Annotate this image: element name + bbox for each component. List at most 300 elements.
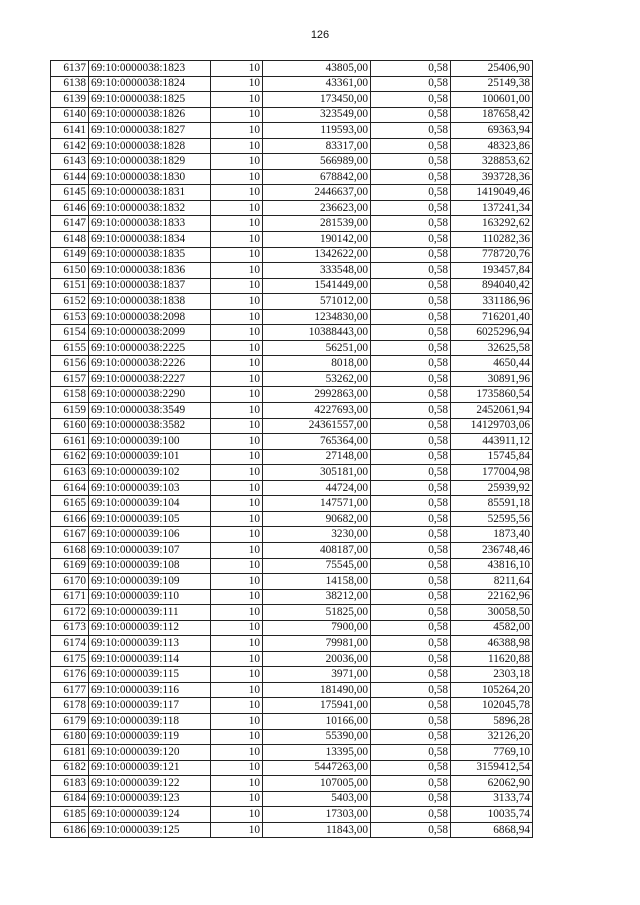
rate-cell: 0,58 — [371, 138, 451, 154]
tax-amount-cell: 105264,20 — [451, 682, 533, 698]
row-index-cell: 6149 — [51, 247, 89, 263]
cadastral-value-cell: 38212,00 — [263, 589, 371, 605]
table-row — [51, 107, 533, 123]
table-row — [51, 791, 533, 807]
cadastral-number-cell: 69:10:0000039:122 — [89, 776, 211, 792]
row-index-cell: 6171 — [51, 589, 89, 605]
tax-amount-cell: 187658,42 — [451, 107, 533, 123]
category-cell: 10 — [211, 340, 263, 356]
cadastral-value-cell: 8018,00 — [263, 356, 371, 372]
cadastral-number-cell: 69:10:0000039:124 — [89, 807, 211, 823]
table-row — [51, 511, 533, 527]
table-row — [51, 713, 533, 729]
cadastral-number-cell: 69:10:0000038:1835 — [89, 247, 211, 263]
rate-cell: 0,58 — [371, 605, 451, 621]
rate-cell: 0,58 — [371, 294, 451, 310]
cadastral-number-cell: 69:10:0000039:123 — [89, 791, 211, 807]
rate-cell: 0,58 — [371, 263, 451, 279]
cadastral-number-cell: 69:10:0000038:1825 — [89, 92, 211, 108]
tax-amount-cell: 4582,00 — [451, 620, 533, 636]
cadastral-value-cell: 17303,00 — [263, 807, 371, 823]
rate-cell: 0,58 — [371, 496, 451, 512]
row-index-cell: 6151 — [51, 278, 89, 294]
row-index-cell: 6179 — [51, 713, 89, 729]
cadastral-value-cell: 14158,00 — [263, 574, 371, 590]
table-row — [51, 356, 533, 372]
tax-amount-cell: 236748,46 — [451, 542, 533, 558]
row-index-cell: 6167 — [51, 527, 89, 543]
cadastral-value-cell: 1541449,00 — [263, 278, 371, 294]
row-index-cell: 6174 — [51, 636, 89, 652]
row-index-cell: 6164 — [51, 480, 89, 496]
cadastral-number-cell: 69:10:0000038:2098 — [89, 309, 211, 325]
cadastral-value-cell: 566989,00 — [263, 154, 371, 170]
rate-cell: 0,58 — [371, 511, 451, 527]
cadastral-number-cell: 69:10:0000038:1834 — [89, 232, 211, 248]
cadastral-number-cell: 69:10:0000038:2099 — [89, 325, 211, 341]
tax-amount-cell: 778720,76 — [451, 247, 533, 263]
table-row — [51, 418, 533, 434]
table-row — [51, 403, 533, 419]
cadastral-value-cell: 24361557,00 — [263, 418, 371, 434]
table-row — [51, 154, 533, 170]
cadastral-value-cell: 56251,00 — [263, 340, 371, 356]
cadastral-number-cell: 69:10:0000038:2227 — [89, 371, 211, 387]
tax-amount-cell: 10035,74 — [451, 807, 533, 823]
category-cell: 10 — [211, 61, 263, 77]
page-number: 126 — [310, 29, 330, 41]
table-row — [51, 309, 533, 325]
tax-amount-cell: 137241,34 — [451, 200, 533, 216]
table-row — [51, 776, 533, 792]
cadastral-number-cell: 69:10:0000039:111 — [89, 605, 211, 621]
table-row — [51, 480, 533, 496]
row-index-cell: 6165 — [51, 496, 89, 512]
cadastral-number-cell: 69:10:0000039:117 — [89, 698, 211, 714]
category-cell: 10 — [211, 667, 263, 683]
rate-cell: 0,58 — [371, 682, 451, 698]
cadastral-value-cell: 55390,00 — [263, 729, 371, 745]
category-cell: 10 — [211, 356, 263, 372]
category-cell: 10 — [211, 418, 263, 434]
tax-amount-cell: 62062,90 — [451, 776, 533, 792]
category-cell: 10 — [211, 107, 263, 123]
cadastral-number-cell: 69:10:0000039:112 — [89, 620, 211, 636]
category-cell: 10 — [211, 745, 263, 761]
rate-cell: 0,58 — [371, 667, 451, 683]
rate-cell: 0,58 — [371, 387, 451, 403]
cadastral-number-cell: 69:10:0000039:116 — [89, 682, 211, 698]
cadastral-number-cell: 69:10:0000039:125 — [89, 822, 211, 838]
rate-cell: 0,58 — [371, 527, 451, 543]
cadastral-value-cell: 323549,00 — [263, 107, 371, 123]
category-cell: 10 — [211, 169, 263, 185]
row-index-cell: 6184 — [51, 791, 89, 807]
row-index-cell: 6138 — [51, 76, 89, 92]
tax-amount-cell: 22162,96 — [451, 589, 533, 605]
tax-amount-cell: 3159412,54 — [451, 760, 533, 776]
rate-cell: 0,58 — [371, 636, 451, 652]
cadastral-number-cell: 69:10:0000038:1824 — [89, 76, 211, 92]
table-row — [51, 589, 533, 605]
row-index-cell: 6161 — [51, 434, 89, 450]
rate-cell: 0,58 — [371, 278, 451, 294]
row-index-cell: 6148 — [51, 232, 89, 248]
cadastral-value-cell: 43361,00 — [263, 76, 371, 92]
cadastral-value-cell: 678842,00 — [263, 169, 371, 185]
cadastral-number-cell: 69:10:0000039:101 — [89, 449, 211, 465]
table-row — [51, 822, 533, 838]
category-cell: 10 — [211, 807, 263, 823]
cadastral-number-cell: 69:10:0000038:1833 — [89, 216, 211, 232]
table-row — [51, 200, 533, 216]
row-index-cell: 6176 — [51, 667, 89, 683]
cadastral-number-cell: 69:10:0000039:108 — [89, 558, 211, 574]
rate-cell: 0,58 — [371, 449, 451, 465]
category-cell: 10 — [211, 574, 263, 590]
cadastral-value-cell: 3230,00 — [263, 527, 371, 543]
table-row — [51, 558, 533, 574]
cadastral-number-cell: 69:10:0000039:118 — [89, 713, 211, 729]
cadastral-value-cell: 13395,00 — [263, 745, 371, 761]
rate-cell: 0,58 — [371, 123, 451, 139]
category-cell: 10 — [211, 760, 263, 776]
table-row — [51, 123, 533, 139]
category-cell: 10 — [211, 232, 263, 248]
table-row — [51, 294, 533, 310]
row-index-cell: 6163 — [51, 465, 89, 481]
table-row — [51, 185, 533, 201]
cadastral-value-cell: 5403,00 — [263, 791, 371, 807]
table-row — [51, 138, 533, 154]
row-index-cell: 6185 — [51, 807, 89, 823]
category-cell: 10 — [211, 620, 263, 636]
cadastral-value-cell: 190142,00 — [263, 232, 371, 248]
cadastral-value-cell: 79981,00 — [263, 636, 371, 652]
category-cell: 10 — [211, 309, 263, 325]
table-row — [51, 247, 533, 263]
tax-amount-cell: 894040,42 — [451, 278, 533, 294]
category-cell: 10 — [211, 76, 263, 92]
tax-amount-cell: 100601,00 — [451, 92, 533, 108]
cadastral-value-cell: 10166,00 — [263, 713, 371, 729]
category-cell: 10 — [211, 558, 263, 574]
rate-cell: 0,58 — [371, 371, 451, 387]
row-index-cell: 6159 — [51, 403, 89, 419]
tax-amount-cell: 2303,18 — [451, 667, 533, 683]
category-cell: 10 — [211, 154, 263, 170]
category-cell: 10 — [211, 403, 263, 419]
cadastral-number-cell: 69:10:0000038:1832 — [89, 200, 211, 216]
category-cell: 10 — [211, 589, 263, 605]
cadastral-number-cell: 69:10:0000038:1837 — [89, 278, 211, 294]
rate-cell: 0,58 — [371, 356, 451, 372]
rate-cell: 0,58 — [371, 216, 451, 232]
row-index-cell: 6139 — [51, 92, 89, 108]
row-index-cell: 6150 — [51, 263, 89, 279]
rate-cell: 0,58 — [371, 480, 451, 496]
cadastral-value-cell: 7900,00 — [263, 620, 371, 636]
category-cell: 10 — [211, 651, 263, 667]
category-cell: 10 — [211, 682, 263, 698]
category-cell: 10 — [211, 449, 263, 465]
table-row — [51, 325, 533, 341]
tax-amount-cell: 716201,40 — [451, 309, 533, 325]
category-cell: 10 — [211, 713, 263, 729]
cadastral-value-cell: 75545,00 — [263, 558, 371, 574]
row-index-cell: 6153 — [51, 309, 89, 325]
rate-cell: 0,58 — [371, 200, 451, 216]
tax-amount-cell: 5896,28 — [451, 713, 533, 729]
table-row — [51, 216, 533, 232]
table-row — [51, 651, 533, 667]
table-row — [51, 496, 533, 512]
cadastral-number-cell: 69:10:0000038:3582 — [89, 418, 211, 434]
category-cell: 10 — [211, 294, 263, 310]
row-index-cell: 6142 — [51, 138, 89, 154]
cadastral-number-cell: 69:10:0000038:3549 — [89, 403, 211, 419]
table-row — [51, 465, 533, 481]
row-index-cell: 6173 — [51, 620, 89, 636]
cadastral-value-cell: 3971,00 — [263, 667, 371, 683]
cadastral-value-cell: 83317,00 — [263, 138, 371, 154]
row-index-cell: 6181 — [51, 745, 89, 761]
row-index-cell: 6157 — [51, 371, 89, 387]
category-cell: 10 — [211, 636, 263, 652]
cadastral-number-cell: 69:10:0000038:2225 — [89, 340, 211, 356]
cadastral-number-cell: 69:10:0000039:102 — [89, 465, 211, 481]
category-cell: 10 — [211, 511, 263, 527]
rate-cell: 0,58 — [371, 107, 451, 123]
cadastral-value-cell: 119593,00 — [263, 123, 371, 139]
cadastral-number-cell: 69:10:0000038:1826 — [89, 107, 211, 123]
row-index-cell: 6177 — [51, 682, 89, 698]
table-row — [51, 620, 533, 636]
category-cell: 10 — [211, 185, 263, 201]
table-row — [51, 542, 533, 558]
rate-cell: 0,58 — [371, 713, 451, 729]
cadastral-number-cell: 69:10:0000039:119 — [89, 729, 211, 745]
tax-amount-cell: 6025296,94 — [451, 325, 533, 341]
row-index-cell: 6180 — [51, 729, 89, 745]
row-index-cell: 6137 — [51, 61, 89, 77]
table-row — [51, 698, 533, 714]
tax-amount-cell: 43816,10 — [451, 558, 533, 574]
cadastral-number-cell: 69:10:0000039:100 — [89, 434, 211, 450]
rate-cell: 0,58 — [371, 434, 451, 450]
category-cell: 10 — [211, 263, 263, 279]
cadastral-number-cell: 69:10:0000038:1836 — [89, 263, 211, 279]
cadastral-value-cell: 11843,00 — [263, 822, 371, 838]
rate-cell: 0,58 — [371, 61, 451, 77]
table-row — [51, 263, 533, 279]
tax-amount-cell: 11620,88 — [451, 651, 533, 667]
category-cell: 10 — [211, 325, 263, 341]
tax-amount-cell: 393728,36 — [451, 169, 533, 185]
tax-amount-cell: 30058,50 — [451, 605, 533, 621]
row-index-cell: 6140 — [51, 107, 89, 123]
row-index-cell: 6182 — [51, 760, 89, 776]
rate-cell: 0,58 — [371, 185, 451, 201]
table-row — [51, 232, 533, 248]
rate-cell: 0,58 — [371, 418, 451, 434]
table-row — [51, 667, 533, 683]
row-index-cell: 6166 — [51, 511, 89, 527]
category-cell: 10 — [211, 434, 263, 450]
rate-cell: 0,58 — [371, 92, 451, 108]
category-cell: 10 — [211, 200, 263, 216]
rate-cell: 0,58 — [371, 309, 451, 325]
category-cell: 10 — [211, 480, 263, 496]
tax-amount-cell: 69363,94 — [451, 123, 533, 139]
category-cell: 10 — [211, 465, 263, 481]
tax-amount-cell: 32625,58 — [451, 340, 533, 356]
row-index-cell: 6158 — [51, 387, 89, 403]
row-index-cell: 6144 — [51, 169, 89, 185]
cadastral-number-cell: 69:10:0000038:2226 — [89, 356, 211, 372]
tax-amount-cell: 6868,94 — [451, 822, 533, 838]
tax-amount-cell: 102045,78 — [451, 698, 533, 714]
cadastral-value-cell: 53262,00 — [263, 371, 371, 387]
tax-amount-cell: 4650,44 — [451, 356, 533, 372]
rate-cell: 0,58 — [371, 542, 451, 558]
category-cell: 10 — [211, 698, 263, 714]
category-cell: 10 — [211, 542, 263, 558]
table-row — [51, 807, 533, 823]
tax-amount-cell: 52595,56 — [451, 511, 533, 527]
row-index-cell: 6175 — [51, 651, 89, 667]
cadastral-value-cell: 90682,00 — [263, 511, 371, 527]
cadastral-value-cell: 4227693,00 — [263, 403, 371, 419]
rate-cell: 0,58 — [371, 558, 451, 574]
category-cell: 10 — [211, 216, 263, 232]
table-row — [51, 527, 533, 543]
row-index-cell: 6170 — [51, 574, 89, 590]
tax-amount-cell: 1735860,54 — [451, 387, 533, 403]
table-row — [51, 605, 533, 621]
cadastral-number-cell: 69:10:0000038:1829 — [89, 154, 211, 170]
rate-cell: 0,58 — [371, 340, 451, 356]
cadastral-value-cell: 44724,00 — [263, 480, 371, 496]
cadastral-number-cell: 69:10:0000039:104 — [89, 496, 211, 512]
category-cell: 10 — [211, 247, 263, 263]
cadastral-number-cell: 69:10:0000039:121 — [89, 760, 211, 776]
tax-amount-cell: 14129703,06 — [451, 418, 533, 434]
tax-amount-cell: 15745,84 — [451, 449, 533, 465]
row-index-cell: 6156 — [51, 356, 89, 372]
tax-amount-cell: 85591,18 — [451, 496, 533, 512]
cadastral-value-cell: 10388443,00 — [263, 325, 371, 341]
table-row — [51, 745, 533, 761]
cadastral-value-cell: 51825,00 — [263, 605, 371, 621]
cadastral-value-cell: 175941,00 — [263, 698, 371, 714]
cadastral-number-cell: 69:10:0000038:1827 — [89, 123, 211, 139]
table-row — [51, 682, 533, 698]
tax-amount-cell: 30891,96 — [451, 371, 533, 387]
tax-amount-cell: 32126,20 — [451, 729, 533, 745]
cadastral-value-cell: 571012,00 — [263, 294, 371, 310]
tax-amount-cell: 1873,40 — [451, 527, 533, 543]
cadastral-number-cell: 69:10:0000038:1838 — [89, 294, 211, 310]
category-cell: 10 — [211, 123, 263, 139]
rate-cell: 0,58 — [371, 791, 451, 807]
table-row — [51, 340, 533, 356]
category-cell: 10 — [211, 496, 263, 512]
table-row — [51, 729, 533, 745]
table-row — [51, 636, 533, 652]
cadastral-number-cell: 69:10:0000039:106 — [89, 527, 211, 543]
table-row — [51, 387, 533, 403]
row-index-cell: 6145 — [51, 185, 89, 201]
rate-cell: 0,58 — [371, 232, 451, 248]
tax-amount-cell: 3133,74 — [451, 791, 533, 807]
category-cell: 10 — [211, 729, 263, 745]
row-index-cell: 6172 — [51, 605, 89, 621]
row-index-cell: 6183 — [51, 776, 89, 792]
rate-cell: 0,58 — [371, 745, 451, 761]
category-cell: 10 — [211, 371, 263, 387]
cadastral-value-cell: 2992863,00 — [263, 387, 371, 403]
cadastral-value-cell: 43805,00 — [263, 61, 371, 77]
rate-cell: 0,58 — [371, 574, 451, 590]
tax-amount-cell: 25406,90 — [451, 61, 533, 77]
table-row — [51, 169, 533, 185]
category-cell: 10 — [211, 822, 263, 838]
row-index-cell: 6152 — [51, 294, 89, 310]
tax-amount-cell: 46388,98 — [451, 636, 533, 652]
tax-amount-cell: 2452061,94 — [451, 403, 533, 419]
cadastral-number-cell: 69:10:0000039:107 — [89, 542, 211, 558]
table-row — [51, 449, 533, 465]
cadastral-number-cell: 69:10:0000039:103 — [89, 480, 211, 496]
cadastral-number-cell: 69:10:0000038:1828 — [89, 138, 211, 154]
cadastral-value-cell: 333548,00 — [263, 263, 371, 279]
cadastral-number-cell: 69:10:0000039:105 — [89, 511, 211, 527]
cadastral-value-cell: 147571,00 — [263, 496, 371, 512]
tax-amount-cell: 8211,64 — [451, 574, 533, 590]
cadastral-number-cell: 69:10:0000039:113 — [89, 636, 211, 652]
cadastral-value-cell: 765364,00 — [263, 434, 371, 450]
cadastral-number-cell: 69:10:0000038:2290 — [89, 387, 211, 403]
table-row — [51, 92, 533, 108]
rate-cell: 0,58 — [371, 698, 451, 714]
row-index-cell: 6160 — [51, 418, 89, 434]
tax-amount-cell: 7769,10 — [451, 745, 533, 761]
tax-amount-cell: 25939,92 — [451, 480, 533, 496]
row-index-cell: 6162 — [51, 449, 89, 465]
cadastral-number-cell: 69:10:0000039:109 — [89, 574, 211, 590]
category-cell: 10 — [211, 776, 263, 792]
cadastral-number-cell: 69:10:0000039:110 — [89, 589, 211, 605]
category-cell: 10 — [211, 387, 263, 403]
table-row — [51, 371, 533, 387]
tax-amount-cell: 25149,38 — [451, 76, 533, 92]
cadastral-value-cell: 1342622,00 — [263, 247, 371, 263]
row-index-cell: 6155 — [51, 340, 89, 356]
cadastral-table — [50, 60, 533, 838]
category-cell: 10 — [211, 138, 263, 154]
cadastral-value-cell: 236623,00 — [263, 200, 371, 216]
category-cell: 10 — [211, 791, 263, 807]
tax-amount-cell: 193457,84 — [451, 263, 533, 279]
tax-amount-cell: 443911,12 — [451, 434, 533, 450]
cadastral-number-cell: 69:10:0000038:1823 — [89, 61, 211, 77]
cadastral-number-cell: 69:10:0000038:1830 — [89, 169, 211, 185]
cadastral-value-cell: 305181,00 — [263, 465, 371, 481]
cadastral-number-cell: 69:10:0000039:120 — [89, 745, 211, 761]
rate-cell: 0,58 — [371, 620, 451, 636]
table-row — [51, 574, 533, 590]
